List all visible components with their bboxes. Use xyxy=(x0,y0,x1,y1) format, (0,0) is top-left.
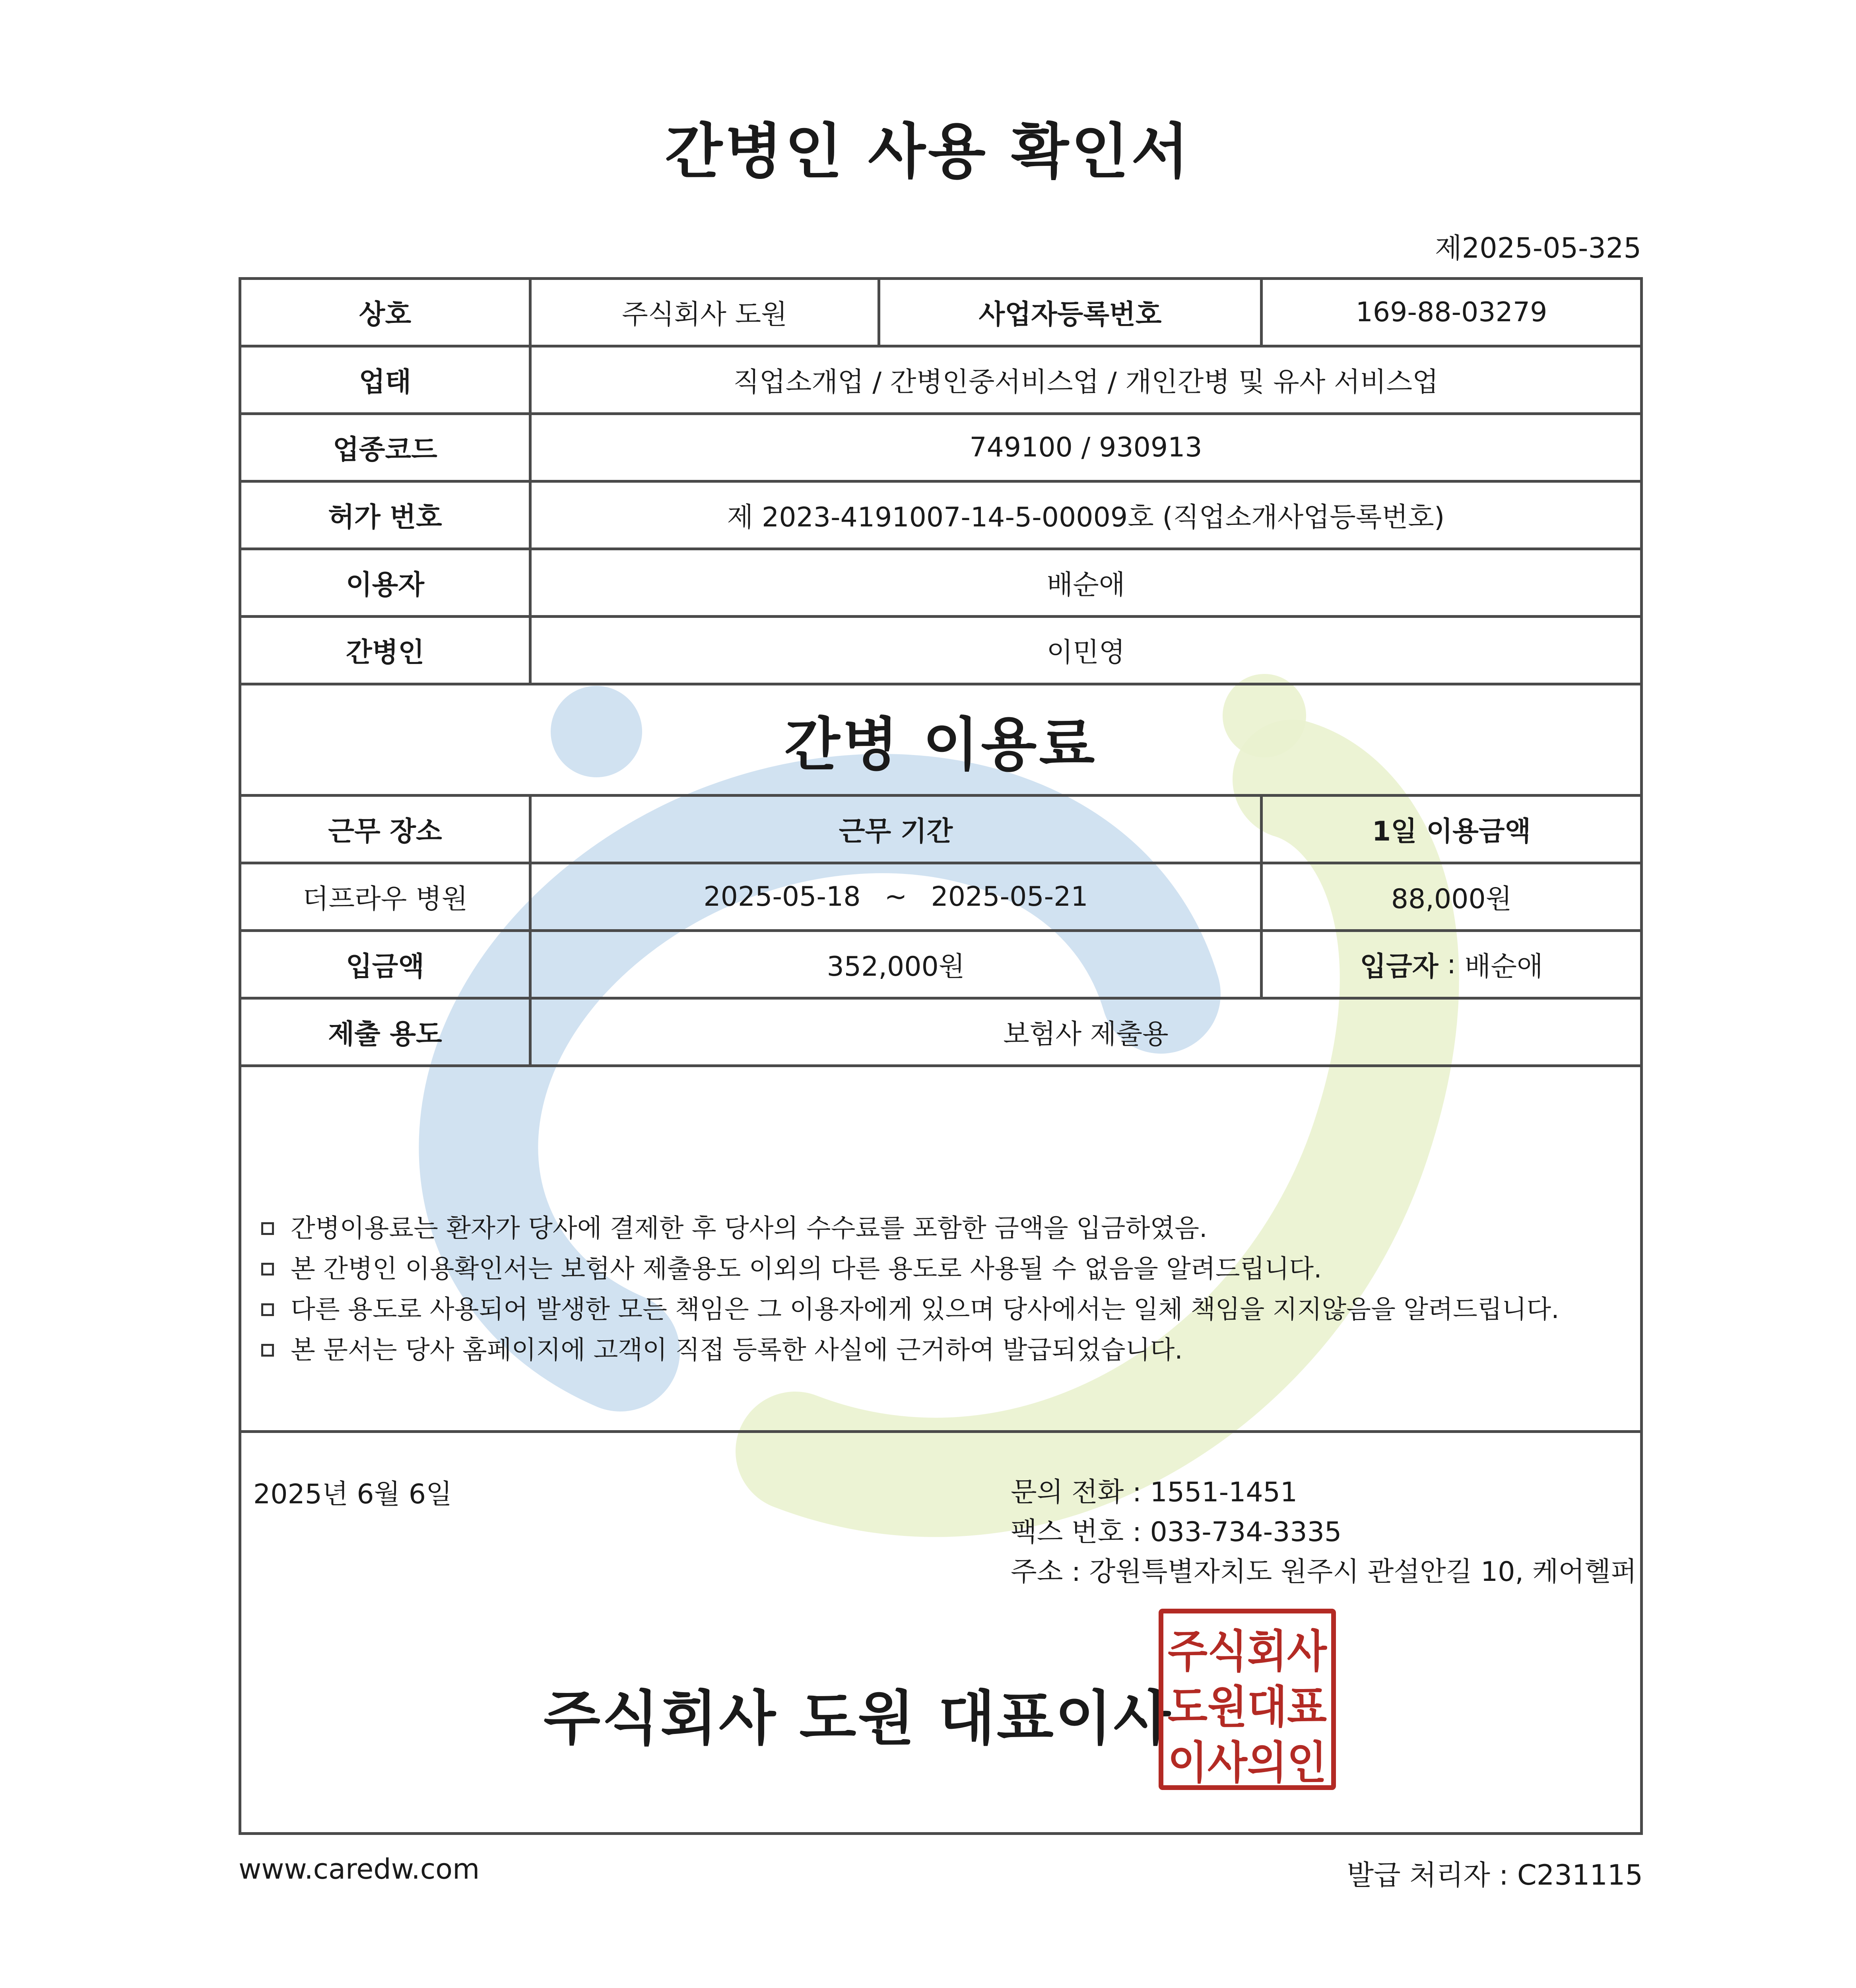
work-period-value xyxy=(532,864,1260,929)
company-representative: 주식회사 도원 대표이사 xyxy=(544,1684,1172,1753)
contact-address: 주소 : 강원특별자치도 원주시 관설안길 10, 케어헬퍼 xyxy=(1011,1556,1637,1588)
list-item: 간병이용료는 환자가 당사에 결제한 후 당사의 수수료를 포함한 금액을 입금하였음. xyxy=(261,1208,1559,1249)
period-separator: ~ xyxy=(884,881,907,912)
work-place-value: 더프라우 병원 xyxy=(302,883,468,915)
list-item: 본 문서는 당사 홈페이지에 고객이 직접 등록한 사실에 근거하여 발급되었습니다. xyxy=(261,1330,1559,1371)
industry-code-label: 업종코드 xyxy=(333,434,437,466)
row-divider xyxy=(241,929,1640,932)
contact-info xyxy=(1011,1473,1637,1592)
column-divider xyxy=(878,280,880,345)
business-type-label: 업태 xyxy=(359,367,412,398)
contact-fax: 팩스 번호 : 033-734-3335 xyxy=(1011,1516,1342,1548)
permit-value: 제 2023-4191007-14-5-00009호 (직업소개사업등록번호) xyxy=(727,502,1445,533)
purpose-value: 보험사 제출용 xyxy=(1003,1019,1169,1050)
row-divider xyxy=(241,1430,1640,1433)
seal-line-1: 주식회사 xyxy=(1168,1626,1328,1677)
list-item: 본 간병인 이용확인서는 보험사 제출용도 이외의 다른 용도로 사용될 수 없음을 알려드립니다. xyxy=(261,1249,1559,1289)
permit-label: 허가 번호 xyxy=(328,502,442,533)
website-link[interactable]: www.caredw.com xyxy=(239,1853,480,1885)
row-divider xyxy=(241,1064,1640,1067)
caregiver-value: 이민영 xyxy=(1046,637,1125,668)
caregiver-label: 간병인 xyxy=(346,637,425,668)
bullet-square-icon xyxy=(261,1222,274,1235)
notes-list xyxy=(261,1208,1559,1371)
column-divider xyxy=(1260,794,1263,997)
period-end: 2025-05-21 xyxy=(931,881,1088,912)
list-item: 다른 용도로 사용되어 발생한 모든 책임은 그 이용자에게 있으며 당사에서는 일체 책임을 지지않음을 알려드립니다. xyxy=(261,1289,1559,1330)
daily-fee-label: 1일 이용금액 xyxy=(1372,816,1531,847)
row-divider xyxy=(241,412,1640,415)
user-value: 배순애 xyxy=(1046,569,1125,601)
depositor-value: 배순애 xyxy=(1464,951,1543,982)
issue-date: 2025년 6월 6일 xyxy=(253,1479,452,1510)
company-label: 상호 xyxy=(359,299,412,330)
bizno-label: 사업자등록번호 xyxy=(978,299,1162,330)
period-start: 2025-05-18 xyxy=(703,881,861,912)
row-divider xyxy=(241,547,1640,550)
bullet-square-icon xyxy=(261,1303,274,1316)
column-divider xyxy=(1260,280,1263,345)
document-number: 제2025-05-325 xyxy=(1435,232,1641,264)
purpose-label: 제출 용도 xyxy=(328,1019,442,1050)
issue-processor: 발급 처리자 : C231115 xyxy=(1347,1859,1643,1891)
row-divider xyxy=(241,794,1640,797)
column-divider xyxy=(529,280,532,683)
business-type-value: 직업소개업 / 간병인중서비스업 / 개인간병 및 유사 서비스업 xyxy=(733,367,1439,398)
row-divider xyxy=(241,862,1640,864)
document-title: 간병인 사용 확인서 xyxy=(665,117,1191,186)
depositor-separator: : xyxy=(1438,949,1465,980)
daily-fee-value: 88,000원 xyxy=(1391,883,1512,915)
seal-line-3: 이사의인 xyxy=(1168,1737,1327,1789)
row-divider xyxy=(241,345,1640,348)
certificate-frame xyxy=(239,277,1643,1835)
contact-phone: 문의 전화 : 1551-1451 xyxy=(1011,1477,1298,1508)
row-divider xyxy=(241,683,1640,685)
column-divider xyxy=(529,794,532,1064)
industry-code-value: 749100 / 930913 xyxy=(969,432,1202,463)
bizno-value: 169-88-03279 xyxy=(1355,297,1547,328)
deposit-value: 352,000원 xyxy=(827,951,965,982)
depositor-label: 입금자 xyxy=(1360,951,1439,982)
fee-section-title: 간병 이용료 xyxy=(784,711,1097,779)
depositor xyxy=(1263,932,1640,997)
row-divider xyxy=(241,615,1640,618)
user-label: 이용자 xyxy=(346,569,425,601)
bullet-square-icon xyxy=(261,1344,274,1357)
company-value: 주식회사 도원 xyxy=(622,299,787,330)
seal-line-2: 도원대표 xyxy=(1168,1681,1327,1733)
work-place-label: 근무 장소 xyxy=(328,816,442,847)
company-seal-stamp xyxy=(1158,1608,1337,1791)
bullet-square-icon xyxy=(261,1263,274,1276)
row-divider xyxy=(241,480,1640,483)
deposit-label: 입금액 xyxy=(346,951,425,982)
row-divider xyxy=(241,997,1640,1000)
work-period-label: 근무 기간 xyxy=(839,816,953,847)
